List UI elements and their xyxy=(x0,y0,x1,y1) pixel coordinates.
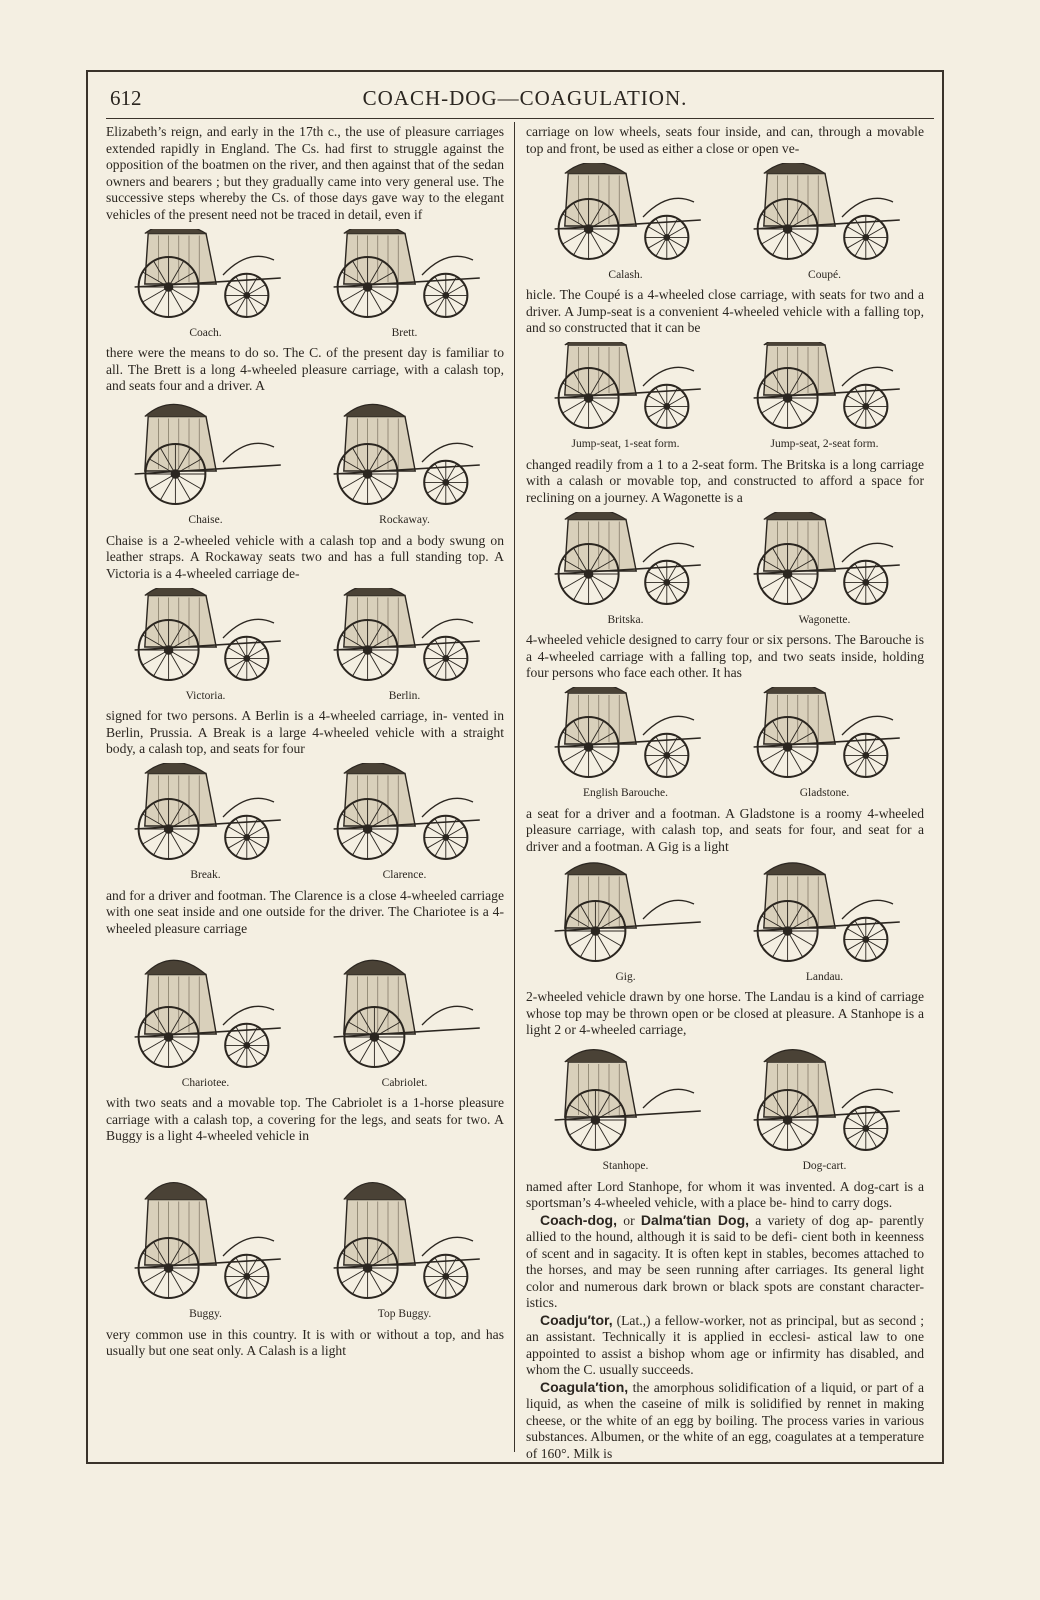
figure-caption: Coupé. xyxy=(808,268,841,281)
victoria-icon xyxy=(121,588,291,686)
carriage-figure xyxy=(121,229,291,342)
figure-caption: English Barouche. xyxy=(583,787,668,799)
buggy-icon xyxy=(121,1150,291,1304)
right-column xyxy=(526,124,924,1462)
carriage-figure xyxy=(320,588,490,705)
clarence-icon xyxy=(320,763,490,865)
figure-row xyxy=(106,401,504,529)
carriage-figure xyxy=(320,229,490,342)
carriage-figure xyxy=(541,342,711,453)
figure-caption: Buggy. xyxy=(189,1308,222,1320)
carriage-figure xyxy=(541,687,711,802)
chariotee-icon xyxy=(121,943,291,1073)
carriage-figure xyxy=(320,943,490,1092)
body-text: named after Lord Stanhope, for whom it was invented. A dog-cart is a sportsman’s 4-wheeled vehicle, with a place be- hind to carry dogs. xyxy=(526,1178,924,1210)
carriage-figure xyxy=(121,763,291,884)
carriage-figure xyxy=(541,861,711,986)
carriage-figure xyxy=(740,1044,910,1175)
carriage-figure xyxy=(740,163,910,284)
headword: Coadju′tor, xyxy=(540,1311,613,1328)
carriage-figure xyxy=(740,861,910,986)
outer-rule-bottom xyxy=(86,1462,944,1464)
body-text: Elizabeth’s reign, and early in the 17th c., the use of pleasure carriages extended rapidly in England. The Cs. had first to struggle against the opposition of the boatmen on the river, and then against that of the sedan owners and bearers ; but they gradually came into very general use. The successive steps whereby the Cs. of those days gave way to the elegant vehicles of the present need not be traced in detail, even if xyxy=(106,124,504,222)
carriage-figure xyxy=(320,400,490,529)
figure-caption: Cabriolet. xyxy=(381,1076,428,1089)
stanhope-icon xyxy=(541,1044,711,1156)
carriage-figure xyxy=(541,1044,711,1175)
figure-caption: Landau. xyxy=(805,970,844,983)
figure-row xyxy=(106,943,504,1091)
figure-caption: Berlin. xyxy=(388,689,421,702)
body-text: changed readily from a 1 to a 2-seat form. The Britska is a long carriage with a calash or movable top, and constructed to afford a space for reclining on a journey. A Wagonette is a xyxy=(526,456,924,505)
cabriolet-icon xyxy=(320,943,490,1073)
figure-caption: Gladstone. xyxy=(799,787,850,799)
figure-caption: Wagonette. xyxy=(798,613,851,626)
entry-connector: or xyxy=(617,1212,641,1228)
figure-row xyxy=(106,588,504,704)
figure-caption: Top Buggy. xyxy=(377,1308,432,1320)
figure-caption: Jump-seat, 2-seat form. xyxy=(770,438,879,450)
carriage-figure xyxy=(740,342,910,453)
figure-caption: Gig. xyxy=(615,970,636,983)
figure-caption: Chaise. xyxy=(188,514,223,526)
left-column xyxy=(106,124,504,1360)
carriage-figure xyxy=(740,512,910,629)
britska-icon xyxy=(541,512,711,610)
figure-row xyxy=(106,229,504,341)
jump-seat-1-icon xyxy=(541,342,711,434)
headword: Dalma′tian Dog, xyxy=(640,1211,750,1228)
outer-rule-top xyxy=(86,70,944,72)
body-text: hicle. The Coupé is a 4-wheeled close carriage, with seats for two and a driver. A Jump-seat is a convenient 4-wheeled vehicle with a falling top, and so constructed that it can be xyxy=(526,287,924,335)
wagonette-icon xyxy=(740,512,910,610)
body-text: Chaise is a 2-wheeled vehicle with a calash top and a body swung on leather straps. A Rockaway seats two and has a full standing top. A Victoria is a 4-wheeled carriage de- xyxy=(106,532,504,581)
dictionary-entry xyxy=(526,1212,924,1312)
figure-caption: Rockaway. xyxy=(379,514,430,526)
column-divider xyxy=(514,122,515,1452)
figure-caption: Break. xyxy=(190,869,221,881)
headword: Coach-dog, xyxy=(540,1211,617,1228)
dictionary-entry xyxy=(526,1312,924,1379)
figure-row xyxy=(106,1151,504,1323)
dog-cart-icon xyxy=(740,1044,910,1156)
page-header xyxy=(110,86,940,114)
top-buggy-icon xyxy=(320,1150,490,1304)
body-text: a seat for a driver and a footman. A Gladstone is a roomy 4-wheeled pleasure carriage, with calash top, and seats for four, and seat for a driver and a footman. A Gig is a light xyxy=(526,805,924,854)
figure-caption: Victoria. xyxy=(185,689,226,702)
figure-caption: Coach. xyxy=(189,326,222,339)
carriage-figure xyxy=(121,588,291,705)
figure-row xyxy=(526,861,924,985)
figure-caption: Jump-seat, 1-seat form. xyxy=(571,438,680,450)
figure-caption: Calash. xyxy=(608,268,643,281)
figure-caption: Dog-cart. xyxy=(802,1160,847,1172)
break-icon xyxy=(121,763,291,865)
figure-caption: Stanhope. xyxy=(602,1160,649,1172)
body-text: with two seats and a movable top. The Cabriolet is a 1-horse pleasure carriage with a calash top, a covering for the legs, and seats for two. A Buggy is a light 4-wheeled vehicle in xyxy=(106,1095,504,1143)
body-text: signed for two persons. A Berlin is a 4-wheeled carriage, in- vented in Berlin, Prussia. A Break is a large 4-wheeled vehicle with a straight body, a calash top, and seats for four xyxy=(106,708,504,756)
gladstone-icon xyxy=(740,687,910,783)
coach-icon xyxy=(121,229,291,323)
carriage-figure xyxy=(121,943,291,1092)
figure-caption: Clarence. xyxy=(382,869,427,881)
coupe-icon xyxy=(740,163,910,265)
figure-row xyxy=(106,764,504,884)
headword: Coagula′tion, xyxy=(540,1378,629,1395)
entry-text: the amorphous solidification of a liquid, or part of a liquid, as when the caseine of milk is solidified by rennet in making cheese, or the white of an egg by boiling. The process varies in various substances. Albumen, or the white of an egg, coagulates at a temperature of 160°. Milk is xyxy=(526,1379,924,1461)
figure-caption: Brett. xyxy=(391,326,418,339)
figure-row xyxy=(526,163,924,283)
carriage-figure xyxy=(121,400,291,529)
body-text: carriage on low wheels, seats four inside, and can, through a movable top and front, be used as either a close or open ve- xyxy=(526,124,924,156)
figure-caption: Britska. xyxy=(607,613,644,626)
body-text: 2-wheeled vehicle drawn by one horse. The Landau is a kind of carriage whose top may be thrown open or be closed at pleasure. A Stanhope is a light 2 or 4-wheeled carriage, xyxy=(526,989,924,1037)
chaise-icon xyxy=(121,400,291,510)
barouche-icon xyxy=(541,687,711,783)
body-text: and for a driver and footman. The Clarence is a close 4-wheeled carriage with one seat inside and one outside for the driver. The Chariotee is a 4-wheeled pleasure carriage xyxy=(106,887,504,936)
brett-icon xyxy=(320,229,490,323)
figure-row xyxy=(526,512,924,628)
running-title: COACH-DOG—COAGULATION. xyxy=(362,86,688,110)
entry-text: a variety of dog ap- parently allied to the hound, although it is said to be defi- cient both in keenness of scent and in sagacity. It is often kept in stables, becomes attached to the horses, and may be seen running after carriages. Its general light color and numerous dark brown or black spots are constant character- istics. xyxy=(526,1212,925,1310)
figure-row xyxy=(526,1045,924,1175)
figure-caption: Chariotee. xyxy=(181,1076,230,1089)
figure-row xyxy=(526,343,924,453)
carriage-figure xyxy=(541,163,711,284)
page-number: 612 xyxy=(110,86,142,110)
carriage-figure xyxy=(740,687,910,802)
calash-icon xyxy=(541,163,711,265)
header-rule xyxy=(106,118,934,119)
outer-rule-right xyxy=(942,70,944,1464)
body-text: very common use in this country. It is with or without a top, and has usually but one seat only. A Calash is a light xyxy=(106,1326,504,1358)
jump-seat-2-icon xyxy=(740,342,910,434)
carriage-figure xyxy=(541,512,711,629)
outer-rule-left xyxy=(86,70,88,1464)
figure-row xyxy=(526,688,924,802)
entry-text: (Lat.,) a fellow-worker, not as principal, but as second ; an assistant. Technically it is applied in ecclesi- astical law to one appointed to assist a bishop whom age or infirmity has disabled, and whom the C. usually succeeds. xyxy=(526,1312,924,1377)
rockaway-icon xyxy=(320,400,490,510)
dictionary-entry xyxy=(526,1379,924,1463)
berlin-icon xyxy=(320,588,490,686)
carriage-figure xyxy=(121,1150,291,1323)
carriage-figure xyxy=(320,1150,490,1323)
gig-icon xyxy=(541,861,711,967)
body-text: there were the means to do so. The C. of the present day is familiar to all. The Brett is a long 4-wheeled pleasure carriage, with a calash top, and seats four and a driver. A xyxy=(106,345,504,393)
carriage-figure xyxy=(320,763,490,884)
landau-icon xyxy=(740,861,910,967)
body-text: 4-wheeled vehicle designed to carry four or six persons. The Barouche is a 4-wheeled carriage with a falling top, and two seats inside, holding four persons who face each other. It has xyxy=(526,632,924,680)
